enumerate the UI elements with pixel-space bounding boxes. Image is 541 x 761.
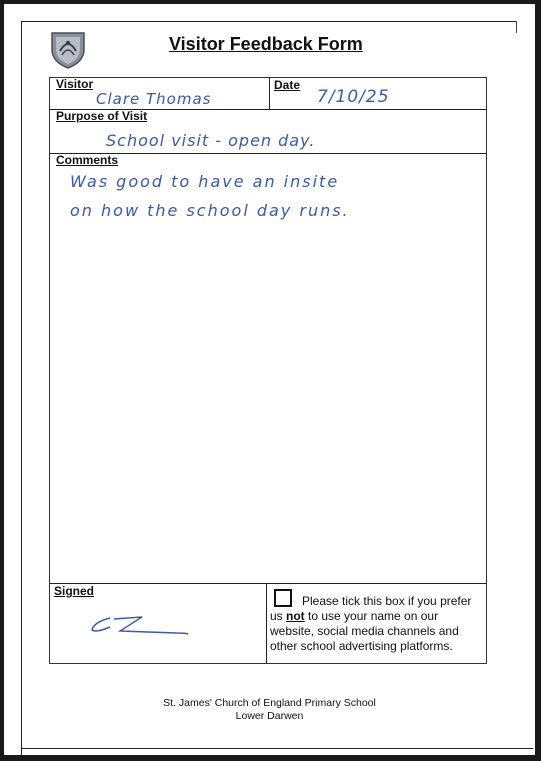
scan-border-right xyxy=(516,21,517,33)
visitor-label: Visitor xyxy=(56,77,94,91)
consent-line-2-start: us xyxy=(270,609,287,623)
date-value: 7/10/25 xyxy=(317,87,390,107)
comments-label: Comments xyxy=(56,153,119,167)
consent-line-4: other school advertising platforms. xyxy=(270,639,453,653)
row-divider-comments xyxy=(49,583,487,584)
footer-school-name: St. James' Church of England Primary School xyxy=(163,697,376,709)
date-label: Date xyxy=(274,78,301,92)
consent-line-2 xyxy=(270,609,486,624)
document-page xyxy=(4,4,535,755)
consent-line-2-end: to use your name on our xyxy=(304,609,439,623)
signature-scribble xyxy=(88,612,190,640)
visitor-name-value: Clare Thomas xyxy=(96,90,212,108)
consent-emphasis-not: not xyxy=(286,609,305,623)
consent-line-1: Please tick this box if you prefer xyxy=(302,594,472,608)
purpose-value: School visit - open day. xyxy=(106,131,316,150)
school-crest-icon xyxy=(50,29,86,69)
column-divider-signed xyxy=(266,583,267,664)
scan-border-left xyxy=(21,21,22,755)
scan-border-bottom xyxy=(21,748,533,749)
comments-line-2: on how the school day runs. xyxy=(70,201,350,220)
column-divider-date xyxy=(269,77,270,110)
consent-notice xyxy=(270,594,486,654)
consent-line-3: website, social media channels and xyxy=(270,624,459,638)
comments-line-1: Was good to have an insite xyxy=(70,172,340,191)
purpose-label: Purpose of Visit xyxy=(56,109,148,123)
signed-label: Signed xyxy=(54,584,95,598)
scan-border-top xyxy=(21,21,516,22)
footer-location: Lower Darwen xyxy=(235,710,304,722)
form-title: Visitor Feedback Form xyxy=(169,34,363,54)
